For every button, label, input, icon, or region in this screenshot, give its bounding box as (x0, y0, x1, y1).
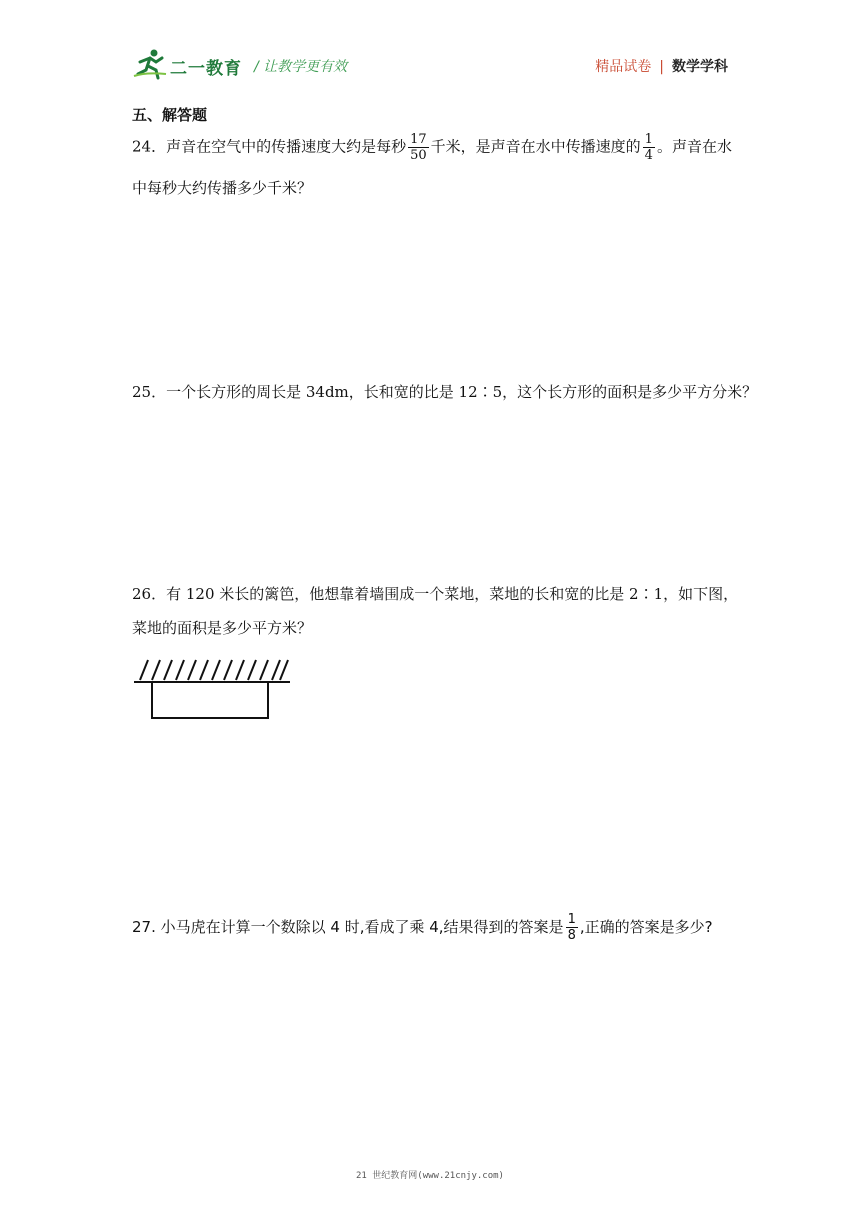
header-right (595, 56, 728, 76)
q24-frac1-numerator: 17 (410, 132, 427, 147)
q24-fraction-2 (643, 132, 655, 163)
wall-garden-diagram (132, 656, 292, 726)
doc-type-label: 精品试卷 (595, 59, 652, 75)
q24-text-part1: 24．声音在空气中的传播速度大约是每秒 (132, 137, 407, 156)
logo (132, 46, 244, 82)
logo-text: 二一教育 (170, 59, 242, 79)
subject-label: 数学学科 (672, 59, 728, 75)
question-26-line1: 26．有 120 米长的篱笆，他想靠着墙围成一个菜地，菜地的长和宽的比是 2∶1，如下图， (132, 585, 739, 603)
q27-fraction (566, 912, 578, 943)
q24-fraction-1 (408, 132, 429, 163)
q27-text-part2: ,正确的答案是多少? (579, 918, 713, 936)
q24-frac1-denominator: 50 (410, 148, 427, 163)
q27-frac-denominator: 8 (567, 928, 576, 943)
runner-logo-icon (132, 48, 168, 80)
header-separator: | (659, 59, 664, 75)
question-26-line2: 菜地的面积是多少平方米？ (132, 619, 313, 637)
q24-text-part2: 千米，是声音在水中传播速度的 (430, 137, 641, 156)
slogan: / 让教学更有效 (254, 59, 348, 75)
page-footer: 21 世纪教育网(www.21cnjy.com) (356, 1171, 504, 1181)
q24-frac2-numerator: 1 (644, 132, 653, 147)
question-27 (132, 912, 713, 943)
question-25: 25．一个长方形的周长是 34dm，长和宽的比是 12∶5，这个长方形的面积是多少平方分米？ (132, 383, 758, 401)
garden-fence (152, 682, 268, 718)
q24-line2: 中每秒大约传播多少千米？ (132, 179, 313, 197)
section-title: 五、解答题 (132, 106, 208, 124)
q27-text-part1: 27. 小马虎在计算一个数除以 4 时,看成了乘 4,结果得到的答案是 (132, 918, 564, 936)
q24-frac2-denominator: 4 (644, 148, 653, 163)
page-header (132, 46, 728, 82)
q27-frac-numerator: 1 (567, 912, 576, 927)
question-24 (132, 132, 732, 163)
q24-text-part3: 。声音在水 (656, 137, 732, 156)
